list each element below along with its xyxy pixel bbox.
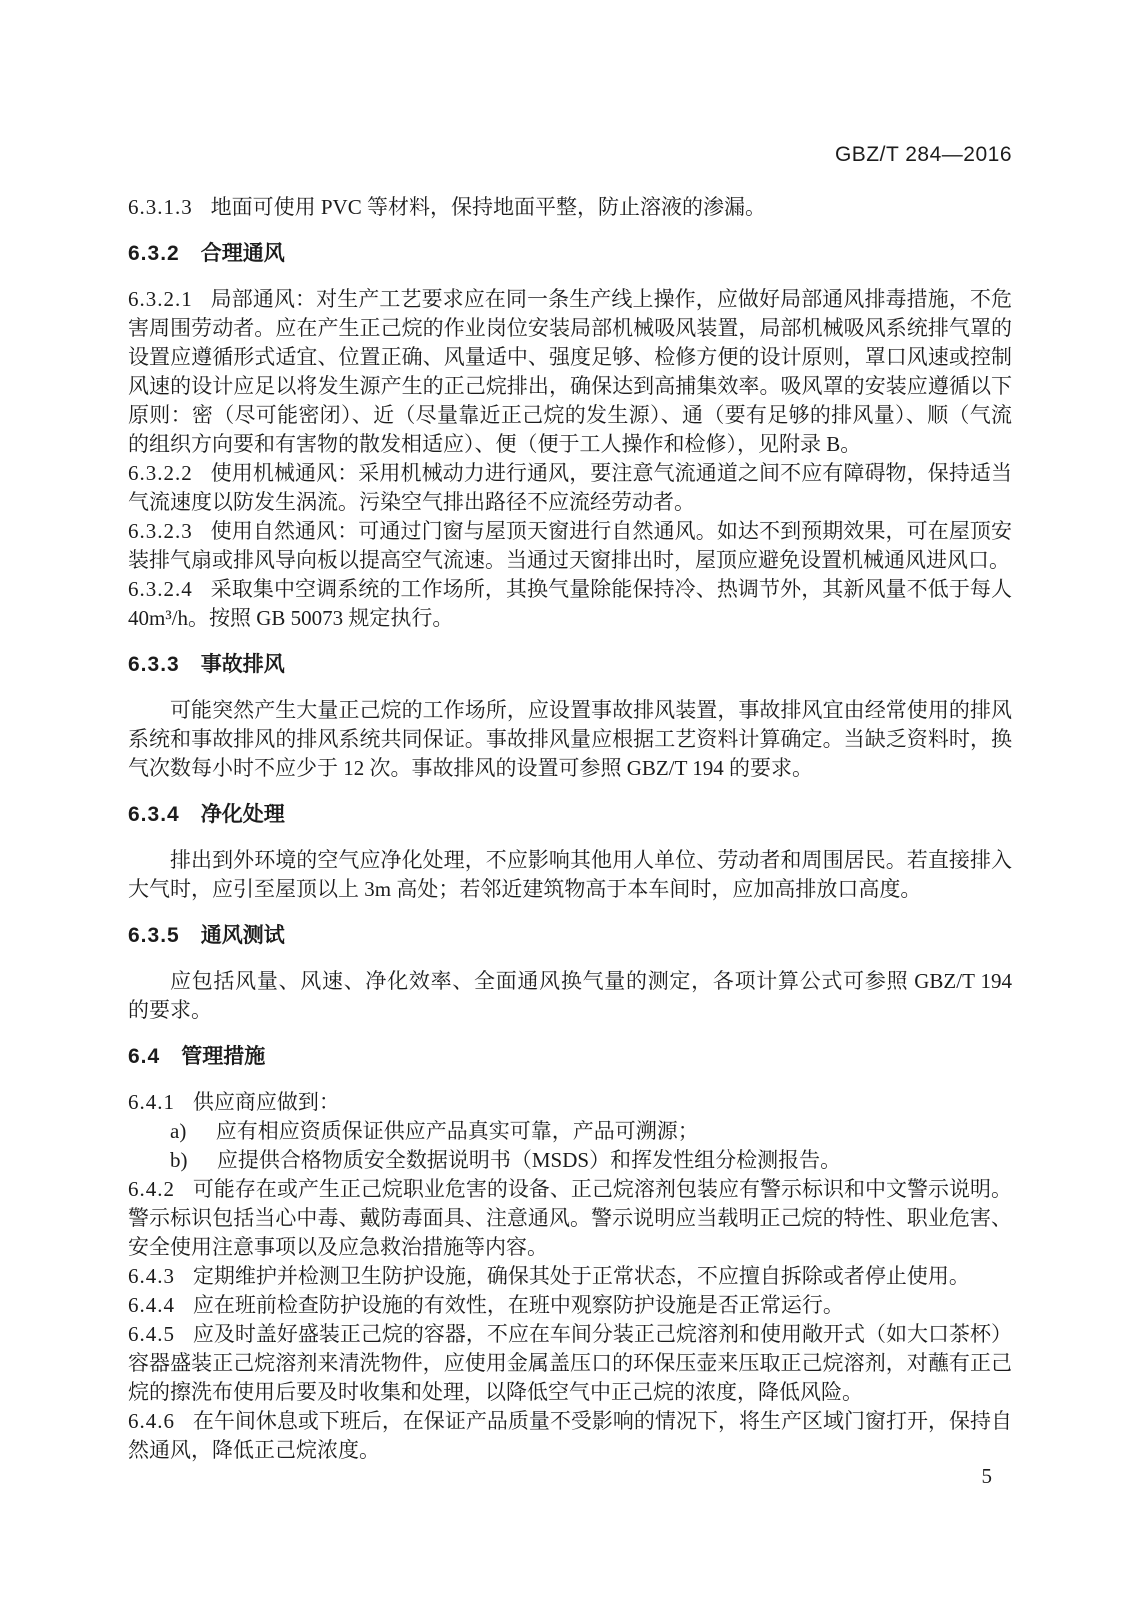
clause-text: 应在班前检查防护设施的有效性，在班中观察防护设施是否正常运行。 (192, 1293, 844, 1317)
clause-text: 地面可使用 PVC 等材料，保持地面平整，防止溶液的渗漏。 (210, 195, 766, 219)
clause-text: 应包括风量、风速、净化效率、全面通风换气量的测定，各项计算公式可参照 GBZ/T 194 的要求。 (128, 969, 1012, 1022)
clause-text: 采取集中空调系统的工作场所，其换气量除能保持冷、热调节外，其新风量不低于每人 40m³/h。按照 GB 50073 规定执行。 (128, 577, 1012, 630)
clause-text: 可能突然产生大量正己烷的工作场所，应设置事故排风装置，事故排风宜由经常使用的排风系统和事故排风的排风系统共同保证。事故排风量应根据工艺资料计算确定。当缺乏资料时，换气次数每小时不应少于 12 次。事故排风的设置可参照 GBZ/T 194 的要求。 (128, 698, 1012, 780)
clause-text: 净化处理 (200, 803, 285, 826)
clause-paragraph (128, 1175, 1012, 1262)
clause-paragraph (128, 459, 1012, 517)
clause-text: 排出到外环境的空气应净化处理，不应影响其他用人单位、劳动者和周围居民。若直接排入大气时，应引至屋顶以上 3m 高处；若邻近建筑物高于本车间时，应加高排放口高度。 (128, 848, 1012, 901)
clause-number: 6.4.2 (128, 1177, 175, 1201)
clause-paragraph (128, 1407, 1012, 1465)
body-paragraph (128, 846, 1012, 904)
heading-number: 6.3.4 (128, 803, 180, 826)
clause-text: 局部通风：对生产工艺要求应在同一条生产线上操作，应做好局部通风排毒措施，不危害周围劳动者。应在产生正己烷的作业岗位安装局部机械吸风装置，局部机械吸风系统排气罩的设置应遵循形式适宜、位置正确、风量适中、强度足够、检修方便的设计原则，罩口风速或控制风速的设计应足以将发生源产生的正己烷排出，确保达到高捕集效率。吸风罩的安装应遵循以下原则：密（尽可能密闭）、近（尽量靠近正己烷的发生源）、通（要有足够的排风量）、顺（气流的组织方向要和有害物的散发相适应）、便（便于工人操作和检修），见附录 B。 (128, 287, 1012, 456)
clause-text: 合理通风 (200, 242, 285, 265)
heading-number: 6.3.2 (128, 242, 180, 265)
section-heading (128, 921, 1012, 950)
clause-text: 可能存在或产生正己烷职业危害的设备、正己烷溶剂包装应有警示标识和中文警示说明。警示标识包括当心中毒、戴防毒面具、注意通风。警示说明应当载明正己烷的特性、职业危害、安全使用注意事项以及应急救治措施等内容。 (128, 1177, 1012, 1259)
clause-text: 使用机械通风：采用机械动力进行通风，要注意气流通道之间不应有障碍物，保持适当气流速度以防发生涡流。污染空气排出路径不应流经劳动者。 (128, 461, 1012, 514)
clause-number: 6.3.2.2 (128, 461, 193, 485)
clause-number: b) (170, 1148, 188, 1172)
section-heading (128, 650, 1012, 679)
clause-paragraph (128, 575, 1012, 633)
list-item (128, 1117, 1012, 1146)
clause-text: 应及时盖好盛装正己烷的容器，不应在车间分装正己烷溶剂和使用敞开式（如大口茶杯）容器盛装正己烷溶剂来清洗物件，应使用金属盖压口的环保压壶来压取正己烷溶剂，对蘸有正己烷的擦洗布使用后要及时收集和处理，以降低空气中正己烷的浓度，降低风险。 (128, 1322, 1012, 1404)
clause-text: 管理措施 (181, 1045, 266, 1068)
clause-number: 6.3.2.3 (128, 519, 193, 543)
clause-text: 事故排风 (200, 653, 285, 676)
heading-number: 6.3.5 (128, 924, 180, 947)
clause-paragraph (128, 1262, 1012, 1291)
clause-paragraph (128, 1088, 1012, 1117)
document-content (128, 140, 1012, 1465)
section-heading (128, 800, 1012, 829)
section-heading (128, 1042, 1012, 1071)
clause-number: 6.4.3 (128, 1264, 175, 1288)
body-paragraph (128, 696, 1012, 783)
clause-paragraph (128, 193, 1012, 222)
body-paragraph (128, 967, 1012, 1025)
clause-paragraph (128, 517, 1012, 575)
heading-number: 6.3.3 (128, 653, 180, 676)
clause-number: 6.4.1 (128, 1090, 175, 1114)
clause-number: a) (170, 1119, 187, 1143)
clause-text: 定期维护并检测卫生防护设施，确保其处于正常状态，不应擅自拆除或者停止使用。 (192, 1264, 970, 1288)
clause-text: 供应商应做到： (192, 1090, 340, 1114)
clause-paragraph (128, 285, 1012, 459)
clause-number: 6.4.6 (128, 1409, 175, 1433)
clause-number: 6.4.5 (128, 1322, 175, 1346)
page-number: 5 (981, 1464, 992, 1488)
clause-text: 应提供合格物质安全数据说明书（MSDS）和挥发性组分检测报告。 (216, 1148, 842, 1172)
standard-number-header: GBZ/T 284—2016 (834, 143, 1012, 166)
clause-number: 6.3.2.4 (128, 577, 193, 601)
clause-paragraph (128, 1291, 1012, 1320)
clause-paragraph (128, 1320, 1012, 1407)
clause-text: 在午间休息或下班后，在保证产品质量不受影响的情况下，将生产区域门窗打开，保持自然通风，降低正己烷浓度。 (128, 1409, 1012, 1462)
clause-text: 使用自然通风：可通过门窗与屋顶天窗进行自然通风。如达不到预期效果，可在屋顶安装排气扇或排风导向板以提高空气流速。当通过天窗排出时，屋顶应避免设置机械通风进风口。 (128, 519, 1012, 572)
clause-number: 6.4.4 (128, 1293, 175, 1317)
document-body (128, 193, 1012, 1465)
heading-number: 6.4 (128, 1045, 161, 1068)
clause-number: 6.3.2.1 (128, 287, 193, 311)
clause-text: 应有相应资质保证供应产品真实可靠，产品可溯源； (215, 1119, 699, 1143)
clause-text: 通风测试 (200, 924, 285, 947)
clause-number: 6.3.1.3 (128, 195, 193, 219)
list-item (128, 1146, 1012, 1175)
section-heading (128, 239, 1012, 268)
